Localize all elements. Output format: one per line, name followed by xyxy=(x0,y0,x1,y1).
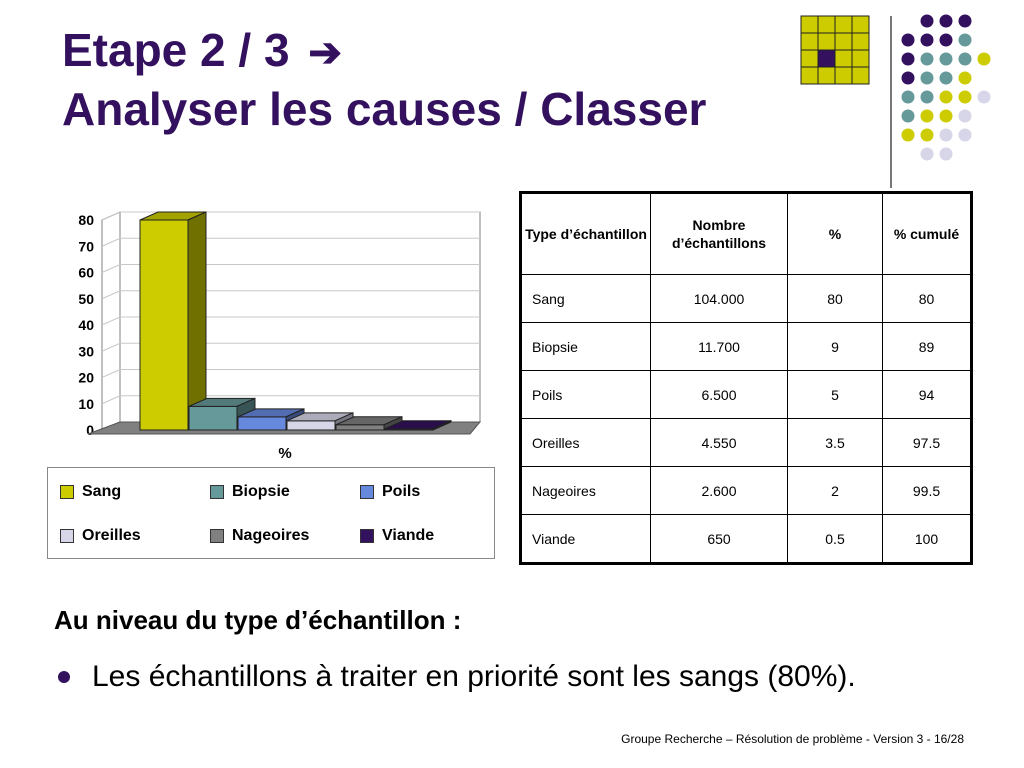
grid-cell xyxy=(818,33,835,50)
bar-chart xyxy=(40,200,500,465)
grid-cell xyxy=(818,67,835,84)
decor-dot xyxy=(940,91,953,104)
cell-count: 650 xyxy=(651,515,788,564)
legend-item xyxy=(210,527,309,545)
decor-dot xyxy=(978,53,991,66)
footer: Groupe Recherche – Résolution de problème - Version 3 - 16/28 xyxy=(621,732,964,746)
legend-item xyxy=(60,483,121,501)
legend-swatch xyxy=(360,485,374,499)
title-step: Etape 2 / 3 xyxy=(62,24,290,76)
y-tick-label: 0 xyxy=(86,422,94,438)
cell-count: 11.700 xyxy=(651,323,788,371)
decor-dot xyxy=(940,148,953,161)
cell-type: Oreilles xyxy=(521,419,651,467)
cell-cumulative: 80 xyxy=(883,275,972,323)
decor-dot xyxy=(959,15,972,28)
decor-dot xyxy=(902,110,915,123)
table-row xyxy=(521,275,972,323)
decor-dot xyxy=(902,53,915,66)
cell-cumulative: 89 xyxy=(883,323,972,371)
decor-dot xyxy=(921,129,934,142)
decor-dot xyxy=(902,91,915,104)
subheading: Au niveau du type d’échantillon : xyxy=(54,605,462,635)
grid-cell xyxy=(852,67,869,84)
cell-percent: 9 xyxy=(788,323,883,371)
bullet-text: Les échantillons à traiter en priorité sont les sangs (80%). xyxy=(92,660,856,693)
legend-label: Sang xyxy=(82,483,122,500)
cell-percent: 0.5 xyxy=(788,515,883,564)
grid-cell xyxy=(818,50,835,67)
chart-legend xyxy=(47,467,495,559)
grid-cell xyxy=(835,16,852,33)
y-tick-label: 80 xyxy=(78,212,94,228)
bar-sang xyxy=(140,212,206,430)
legend-swatch xyxy=(60,485,74,499)
cell-cumulative: 100 xyxy=(883,515,972,564)
y-tick-label: 50 xyxy=(78,290,94,307)
grid-cell xyxy=(852,33,869,50)
header-percent: % xyxy=(788,193,883,275)
divider-line xyxy=(890,16,892,188)
y-tick-label: 10 xyxy=(78,395,94,412)
decor-dot xyxy=(940,15,953,28)
table-row xyxy=(521,323,972,371)
cell-cumulative: 97.5 xyxy=(883,419,972,467)
slide-title xyxy=(62,22,706,137)
decor-dot xyxy=(959,72,972,85)
title-line-2: Analyser les causes / Classer xyxy=(62,83,707,135)
grid-cell xyxy=(801,16,818,33)
decor-dot xyxy=(921,53,934,66)
decor-dot xyxy=(902,72,915,85)
y-tick-label: 70 xyxy=(78,238,94,255)
grid-cell xyxy=(835,33,852,50)
legend-label: Biopsie xyxy=(232,483,290,500)
cell-percent: 80 xyxy=(788,275,883,323)
decor-dot xyxy=(940,129,953,142)
legend-label: Oreilles xyxy=(82,527,141,544)
bullet-dot-icon xyxy=(58,671,70,683)
grid-cell xyxy=(852,50,869,67)
cell-percent: 2 xyxy=(788,467,883,515)
grid-cell xyxy=(801,67,818,84)
decor-dot xyxy=(940,34,953,47)
cell-count: 6.500 xyxy=(651,371,788,419)
decor-dot xyxy=(921,110,934,123)
decor-dot xyxy=(921,15,934,28)
cell-percent: 5 xyxy=(788,371,883,419)
grid-cell xyxy=(801,50,818,67)
cell-count: 104.000 xyxy=(651,275,788,323)
legend-item xyxy=(360,483,420,501)
legend-item xyxy=(60,527,141,545)
header-type: Type d’échantillon xyxy=(521,193,651,275)
cell-type: Sang xyxy=(521,275,651,323)
y-tick-label: 30 xyxy=(78,343,94,360)
grid-cell xyxy=(801,33,818,50)
cell-percent: 3.5 xyxy=(788,419,883,467)
cell-type: Biopsie xyxy=(521,323,651,371)
cell-type: Poils xyxy=(521,371,651,419)
table-row xyxy=(521,467,972,515)
decor-dot xyxy=(921,34,934,47)
y-tick-label: 20 xyxy=(78,369,94,386)
table-header-row xyxy=(521,193,972,275)
right-arrow-icon: ➔ xyxy=(308,31,342,75)
cell-type: Nageoires xyxy=(521,467,651,515)
table-row xyxy=(521,515,972,564)
header-cumulative: % cumulé xyxy=(883,193,972,275)
decor-dot xyxy=(940,53,953,66)
legend-label: Poils xyxy=(382,483,421,500)
legend-swatch xyxy=(360,529,374,543)
x-axis-label: % xyxy=(278,445,292,462)
y-tick-label: 60 xyxy=(78,264,94,281)
decor-dot xyxy=(940,72,953,85)
decor-dot xyxy=(959,110,972,123)
cell-type: Viande xyxy=(521,515,651,564)
decor-dot xyxy=(978,91,991,104)
grid-cell xyxy=(818,16,835,33)
decorative-grid xyxy=(800,15,872,87)
decorative-dots xyxy=(900,12,1010,167)
decor-dot xyxy=(921,148,934,161)
title-line-1 xyxy=(62,22,706,81)
grid-cell xyxy=(835,50,852,67)
table-row xyxy=(521,371,972,419)
cell-count: 4.550 xyxy=(651,419,788,467)
legend-label: Viande xyxy=(382,527,435,544)
legend-swatch xyxy=(210,529,224,543)
table-row xyxy=(521,419,972,467)
decor-dot xyxy=(940,110,953,123)
decor-dot xyxy=(902,129,915,142)
decor-dot xyxy=(959,53,972,66)
decor-dot xyxy=(902,34,915,47)
legend-swatch xyxy=(60,529,74,543)
decor-dot xyxy=(921,72,934,85)
data-table xyxy=(519,191,973,565)
cell-cumulative: 94 xyxy=(883,371,972,419)
decor-dot xyxy=(921,91,934,104)
legend-item xyxy=(360,527,434,545)
decor-dot xyxy=(959,129,972,142)
grid-cell xyxy=(835,67,852,84)
decor-dot xyxy=(959,34,972,47)
legend-label: Nageoires xyxy=(232,527,310,544)
legend-swatch xyxy=(210,485,224,499)
cell-cumulative: 99.5 xyxy=(883,467,972,515)
decor-dot xyxy=(959,91,972,104)
header-count: Nombre d’échantillons xyxy=(651,193,788,275)
cell-count: 2.600 xyxy=(651,467,788,515)
legend-item xyxy=(210,483,290,501)
y-tick-label: 40 xyxy=(78,317,94,333)
grid-cell xyxy=(852,16,869,33)
